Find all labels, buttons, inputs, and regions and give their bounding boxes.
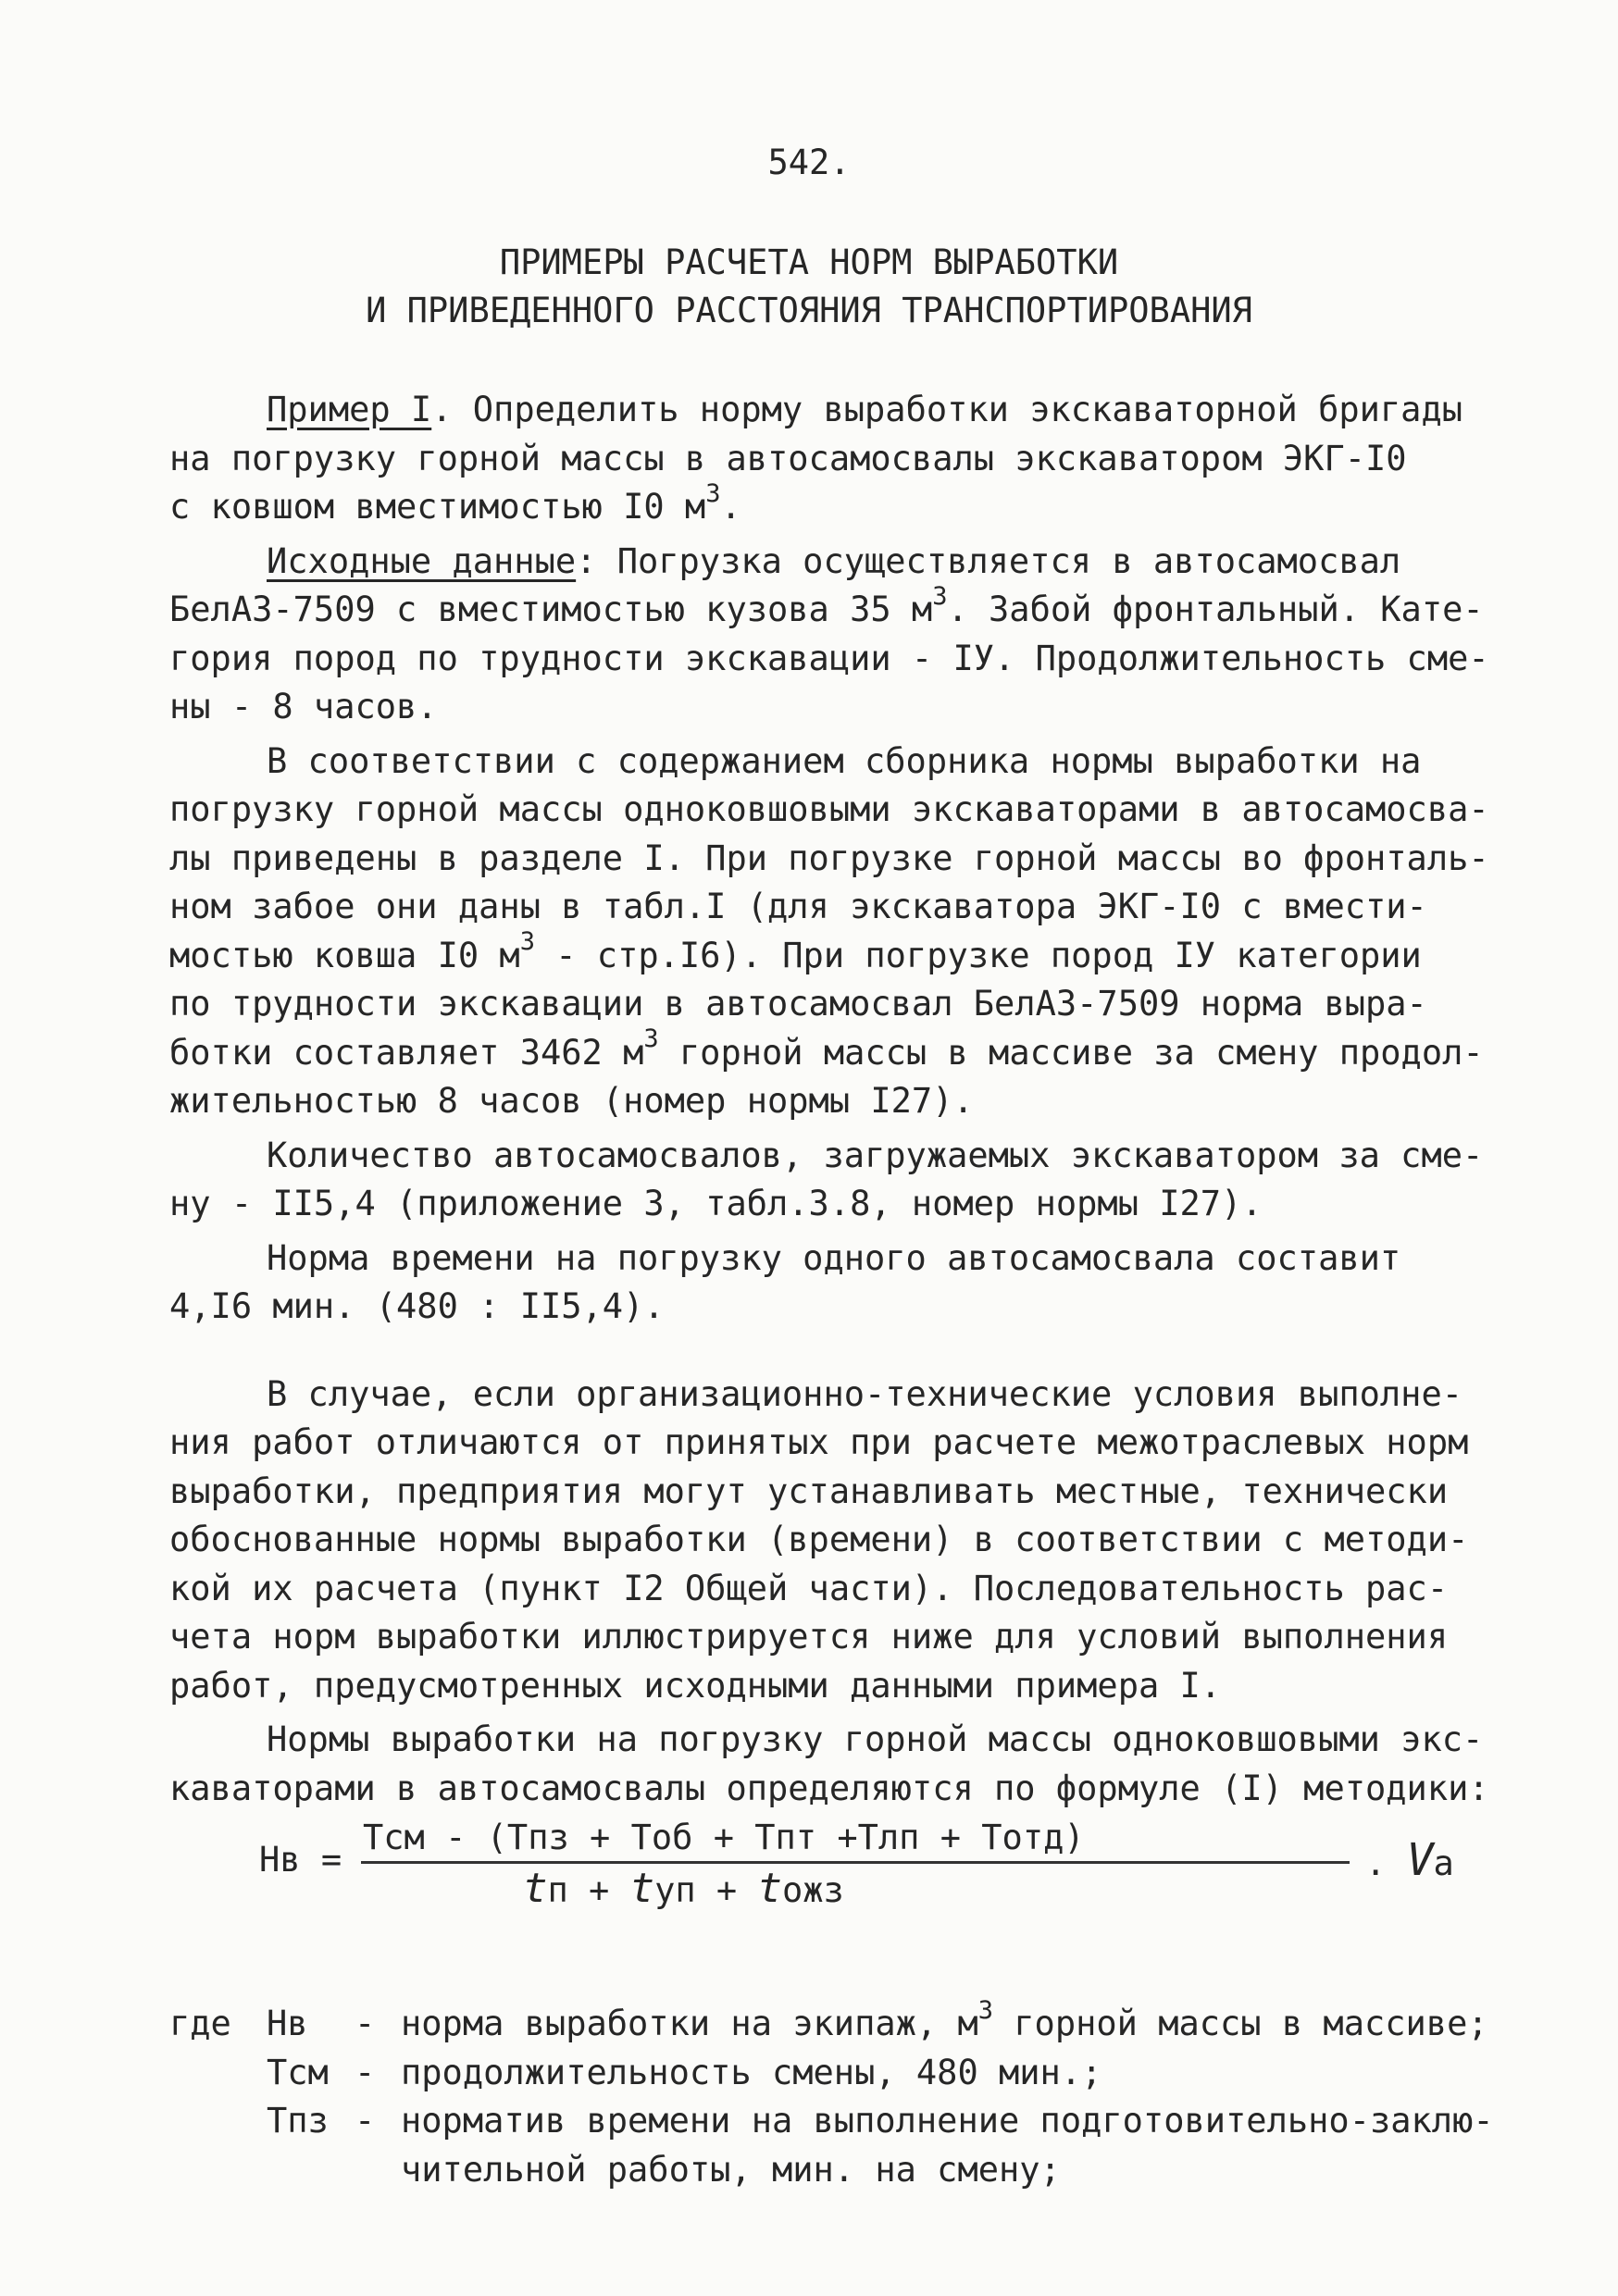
formula-denominator: tп + tуп + tожз [523, 1865, 844, 1912]
definition-symbol: Нв [267, 2004, 308, 2043]
formula-multiplier: . Vа [1365, 1834, 1454, 1886]
page-title-line-2: И ПРИВЕДЕННОГО РАССТОЯНИЯ ТРАНСПОРТИРОВАНИЯ [366, 291, 1252, 330]
fraction-bar [361, 1861, 1350, 1864]
initial-data-paragraph: Исходные данные: Погрузка осуществляется в автосамосвал БелАЗ-7509 с вместимостью кузова 35 $м^3$. Забой фронтальный. Кате- гория пород по трудности экскавации - IУ. Продолжительность сме- ны - 8 часов. [169, 540, 1489, 726]
time-norm-paragraph: Норма времени на погрузку одного автосамосвала составит 4,I6 мин. (480 : II5,4). [169, 1237, 1401, 1326]
document-body [169, 386, 1489, 1813]
formula-numerator: Тсм - (Тпз + Тоб + Тпт +Тлп + Тотд) [363, 1818, 1085, 1857]
definition-row: Тсм - продолжительность смены, 480 мин.; [169, 2049, 1512, 2098]
example-label: Пример I [267, 390, 432, 429]
definitions-list [169, 1995, 1512, 2194]
formula-intro-paragraph: Нормы выработки на погрузку горной массы одноковшовыми экс- каваторами в автосамосвалы определяются по формуле (I) методики: [169, 1719, 1489, 1808]
definition-row: где Нв - норма выработки на экипаж, $м^3$ горной массы в массиве; [169, 2000, 1512, 2049]
definition-text: норматив времени на выполнение подготовительно-заклю- чительной работы, мин. на смену; [401, 2101, 1494, 2190]
norm-paragraph: В соответствии с содержанием сборника нормы выработки на погрузку горной массы одноковшовыми экскаваторами в автосамосва- лы приведены в разделе I. При погрузке горной массы во фронталь- ном забое они даны в табл.I (для экскаватора ЭКГ-I0 с вмести- мостью ковша I0 $м^3 - стр.I6$). При погрузке пород IУ категории по трудности экскавации в автосамосвал БелАЗ-7509 норма выра- ботки составляет 3462 $м^3$ горной массы в массиве за смену продол- жительностью 8 часов (номер нормы I27). [169, 740, 1489, 1121]
definition-symbol: Тпз [267, 2101, 329, 2141]
initial-data-label: Исходные данные [267, 540, 577, 581]
page-title-line-1: ПРИМЕРЫ РАСЧЕТА НОРМ ВЫРАБОТКИ [499, 242, 1119, 282]
definition-text: норма выработки на экипаж, $м^3$ горной массы в массиве; [401, 1995, 1488, 2043]
definition-row: Тпз - норматив времени на выполнение подготовительно-заклю- чительной работы, мин. на смену; [169, 2097, 1512, 2194]
page-number: 542. [767, 143, 851, 182]
local-norms-paragraph: В случае, если организационно-технические условия выполне- ния работ отличаются от принятых при расчете межотраслевых норм выработки, предприятия могут устанавливать местные, технически обоснованные нормы выработки (времени) в соответствии с методи- кой их расчета (пункт I2 Общей части). Последовательность рас- чета норм выработки иллюстрируется ниже для условий выполнения работ, предусмотренных исходными данными примера I. [169, 1373, 1469, 1706]
definitions-lead: где [169, 2004, 231, 2043]
definition-symbol: Тсм [267, 2052, 329, 2092]
dump-truck-count-paragraph: Количество автосамосвалов, загружаемых экскаватором за сме- ну - II5,4 (приложение 3, табл.3.8, номер нормы I27). [169, 1135, 1484, 1223]
definition-text: продолжительность смены, 480 мин.; [401, 2052, 1102, 2092]
example-paragraph: Пример I. Определить норму выработки экскаваторной бригады на погрузку горной массы в автосамосвалы экскаватором ЭКГ-I0 с ковшом вместимостью I0 $м^3$. [169, 390, 1463, 527]
formula-lhs: Нв = [259, 1840, 342, 1880]
output-norm-formula [259, 1814, 1454, 1953]
